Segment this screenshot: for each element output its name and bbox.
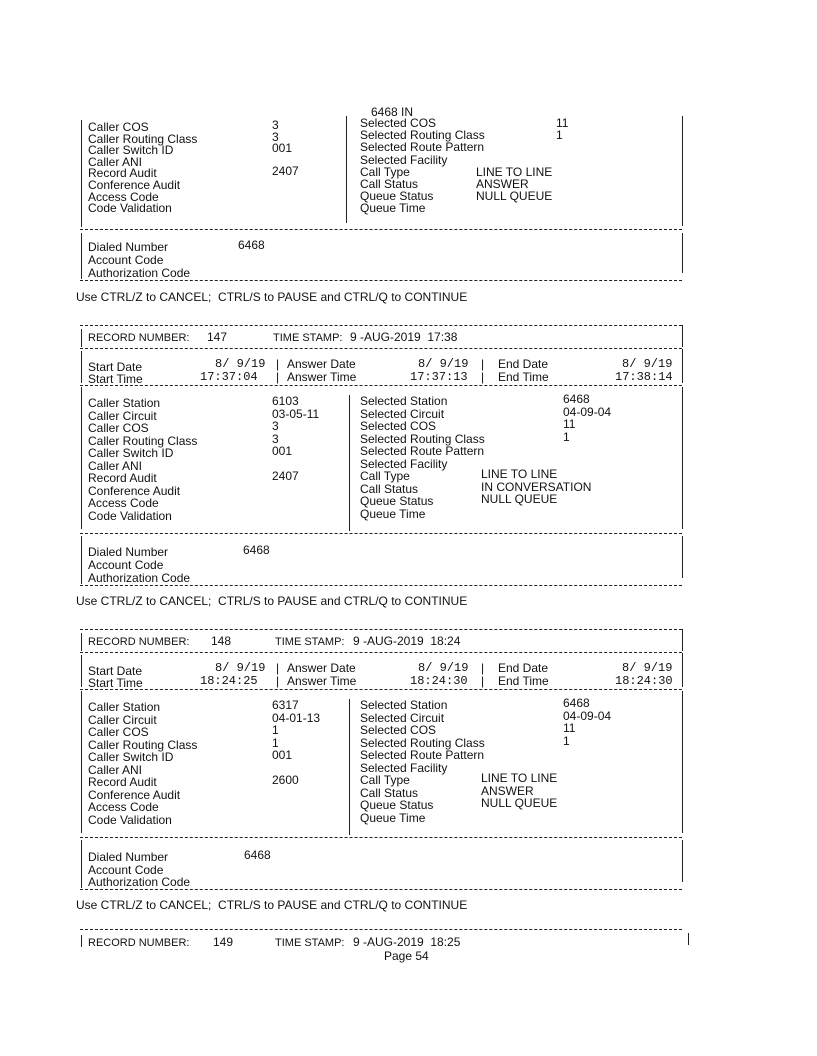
- record-149-top-rule: [80, 929, 682, 930]
- dialed-right-border: [682, 840, 683, 882]
- divider-1: |: [276, 357, 280, 371]
- selected-field-label: Selected Station: [360, 394, 448, 408]
- times-rule: [80, 689, 682, 690]
- selected-field-label: Queue Time: [360, 507, 426, 521]
- end-time: 18:24:30: [615, 674, 673, 688]
- record-number: 147: [207, 330, 228, 344]
- selected-field-value: 11: [563, 721, 576, 735]
- start-date: 8/ 9/19: [215, 661, 266, 675]
- caller-field-value: 2600: [272, 773, 299, 787]
- call-record-147: [0, 313, 817, 613]
- caller-field-value: 001: [272, 748, 293, 762]
- detail-mid-divider: [349, 395, 350, 531]
- selected-field-label: Call Status: [360, 786, 419, 800]
- call-record-148: [0, 617, 817, 917]
- prompt-line-2: Use CTRL/Z to CANCEL; CTRL/S to PAUSE and CTRL/Q to CONTINUE: [76, 594, 468, 608]
- selected-field-label: Selected Route Pattern: [360, 748, 485, 762]
- selected-field-value: LINE TO LINE: [476, 165, 553, 179]
- caller-field-label: Caller Switch ID: [88, 446, 174, 460]
- caller-field-label: Caller Station: [88, 700, 161, 714]
- selected-field-value: 1: [556, 128, 563, 142]
- caller-field-value: 3: [272, 118, 279, 132]
- start-time-label: Start Time: [88, 676, 143, 690]
- selected-field-label: Queue Status: [360, 189, 434, 203]
- top-left-border: [81, 120, 82, 227]
- header-rule: [80, 348, 682, 349]
- caller-field-label: Record Audit: [88, 775, 157, 789]
- divider-3: |: [276, 370, 280, 384]
- account-label: Account Code: [88, 863, 164, 877]
- caller-field-label: Caller Circuit: [88, 713, 157, 727]
- record-header-left-border: [81, 633, 82, 651]
- selected-field-label: Selected Routing Class: [360, 432, 485, 446]
- caller-field-value: 3: [272, 432, 279, 446]
- selected-field-label: Selected Station: [360, 698, 448, 712]
- caller-field-value: 2407: [272, 164, 299, 178]
- answer-time: 17:37:13: [410, 370, 468, 384]
- selected-field-value: 6468: [563, 696, 590, 710]
- selected-field-value: IN CONVERSATION: [481, 480, 592, 494]
- record-149-label: RECORD NUMBER:: [88, 937, 190, 949]
- record-top-rule: [80, 325, 682, 326]
- top-dialed-label: Dialed Number: [88, 240, 169, 254]
- selected-field-label: Queue Status: [360, 798, 434, 812]
- caller-field-value: 001: [272, 444, 293, 458]
- caller-field-value: 001: [272, 141, 293, 155]
- answer-date: 8/ 9/19: [418, 357, 469, 371]
- detail-left-border: [81, 387, 82, 529]
- times-left-border: [81, 655, 82, 687]
- selected-field-label: Selected COS: [360, 116, 437, 130]
- selected-field-label: Selected COS: [360, 723, 437, 737]
- selected-field-label: Selected Facility: [360, 761, 448, 775]
- auth-label: Authorization Code: [88, 875, 191, 889]
- top-account-label: Account Code: [88, 253, 164, 267]
- record-header-right-border: [682, 325, 683, 347]
- top-fragment: [0, 0, 817, 310]
- dialed-left-border: [81, 840, 82, 888]
- top-separator: [80, 229, 682, 230]
- selected-field-value: 04-09-04: [563, 405, 612, 419]
- caller-field-value: 3: [272, 130, 279, 144]
- detail-right-border: [682, 691, 683, 833]
- caller-field-label: Caller Routing Class: [88, 434, 198, 448]
- selected-field-value: ANSWER: [481, 784, 534, 798]
- caller-field-label: Caller Switch ID: [88, 750, 174, 764]
- times-rule: [80, 385, 682, 386]
- answer-time-label: Answer Time: [287, 674, 357, 688]
- selected-field-value: 1: [563, 734, 570, 748]
- top-mid-divider: [346, 116, 347, 223]
- dialed-value: 6468: [244, 848, 271, 862]
- caller-field-label: Caller Routing Class: [88, 738, 198, 752]
- selected-field-label: Call Status: [360, 177, 419, 191]
- record-header-left-border: [81, 329, 82, 347]
- times-right-border: [682, 653, 683, 687]
- answer-date-label: Answer Date: [287, 661, 356, 675]
- selected-field-label: Queue Time: [360, 201, 426, 215]
- selected-field-value: LINE TO LINE: [481, 771, 558, 785]
- caller-field-label: Record Audit: [88, 471, 157, 485]
- answer-date-label: Answer Date: [287, 357, 356, 371]
- caller-field-label: Caller ANI: [88, 763, 143, 777]
- caller-field-value: 1: [272, 736, 279, 750]
- caller-field-value: 3: [272, 419, 279, 433]
- timestamp-label: TIME STAMP:: [275, 636, 345, 648]
- selected-field-label: Selected COS: [360, 419, 437, 433]
- record-149-number: 149: [213, 935, 234, 949]
- caller-field-value: 1: [272, 723, 279, 737]
- top-right-border: [682, 116, 683, 226]
- detail-left-border: [81, 691, 82, 833]
- caller-field-label: Caller COS: [88, 120, 149, 134]
- timestamp-label: TIME STAMP:: [273, 332, 343, 344]
- selected-field-label: Selected Route Pattern: [360, 444, 485, 458]
- caller-field-value: 6103: [272, 394, 299, 408]
- record-top-rule: [80, 629, 682, 630]
- top-bottom-rule: [80, 280, 682, 281]
- record-number: 148: [211, 634, 232, 648]
- end-time-label: End Time: [498, 370, 549, 384]
- caller-field-label: Conference Audit: [88, 484, 181, 498]
- selected-field-value: 11: [556, 116, 569, 130]
- caller-field-label: Code Validation: [88, 813, 172, 827]
- caller-field-label: Caller COS: [88, 725, 149, 739]
- selected-field-label: Call Type: [360, 469, 410, 483]
- caller-field-label: Access Code: [88, 190, 159, 204]
- caller-field-value: 03-05-11: [272, 407, 320, 421]
- selected-field-label: Queue Status: [360, 494, 434, 508]
- selected-field-label: Selected Circuit: [360, 407, 445, 421]
- caller-field-value: 2407: [272, 469, 299, 483]
- start-time-label: Start Time: [88, 372, 143, 386]
- selected-field-value: NULL QUEUE: [481, 492, 558, 506]
- detail-mid-divider: [349, 699, 350, 835]
- answer-time-label: Answer Time: [287, 370, 357, 384]
- dialed-label: Dialed Number: [88, 545, 169, 559]
- detail-right-border: [682, 387, 683, 529]
- selected-field-value: 1: [563, 430, 570, 444]
- end-time-label: End Time: [498, 674, 549, 688]
- caller-field-label: Record Audit: [88, 166, 157, 180]
- record-149-timestamp: 9 -AUG-2019 18:25: [353, 935, 461, 949]
- selected-field-label: Selected Routing Class: [360, 736, 485, 750]
- account-label: Account Code: [88, 558, 164, 572]
- caller-field-label: Caller ANI: [88, 155, 143, 169]
- divider-1: |: [276, 661, 280, 675]
- top-auth-label: Authorization Code: [88, 266, 191, 280]
- prompt-line-3: Use CTRL/Z to CANCEL; CTRL/S to PAUSE and CTRL/Q to CONTINUE: [76, 898, 468, 912]
- selected-field-label: Selected Circuit: [360, 711, 445, 725]
- caller-field-label: Caller Routing Class: [88, 132, 198, 146]
- answer-time: 18:24:30: [410, 674, 468, 688]
- caller-field-label: Caller Station: [88, 396, 161, 410]
- start-date-label: Start Date: [88, 664, 143, 678]
- start-time: 18:24:25: [200, 674, 258, 688]
- divider-2: |: [481, 661, 485, 675]
- end-date: 8/ 9/19: [622, 357, 673, 371]
- caller-field-label: Conference Audit: [88, 788, 181, 802]
- times-right-border: [682, 349, 683, 383]
- timestamp: 9 -AUG-2019 17:38: [350, 330, 458, 344]
- record-149-left-border: [81, 935, 82, 947]
- caller-field-label: Code Validation: [88, 509, 172, 523]
- selected-field-label: Selected Facility: [360, 153, 448, 167]
- top-dialed-value: 6468: [238, 238, 265, 252]
- dialed-value: 6468: [243, 543, 270, 557]
- end-time: 17:38:14: [615, 370, 673, 384]
- caller-field-label: Caller COS: [88, 421, 149, 435]
- dialed-label: Dialed Number: [88, 850, 169, 864]
- top-dialed-left-border: [81, 233, 82, 279]
- dialed-left-border: [81, 536, 82, 584]
- caller-field-label: Caller ANI: [88, 459, 143, 473]
- selected-field-label: Selected Route Pattern: [360, 140, 485, 154]
- record-header-right-border: [682, 629, 683, 651]
- selected-field-label: Queue Time: [360, 811, 426, 825]
- selected-field-value: NULL QUEUE: [481, 796, 558, 810]
- header-rule: [80, 652, 682, 653]
- selected-field-label: Call Type: [360, 165, 410, 179]
- top-dialed-right-border: [682, 233, 683, 273]
- end-date-label: End Date: [498, 357, 549, 371]
- detail-rule: [80, 533, 682, 534]
- detail-rule: [80, 837, 682, 838]
- dialed-rule: [80, 585, 682, 586]
- page-number: Page 54: [384, 949, 429, 963]
- answer-date: 8/ 9/19: [418, 661, 469, 675]
- caller-field-label: Access Code: [88, 496, 159, 510]
- start-date-label: Start Date: [88, 360, 143, 374]
- divider-2: |: [481, 357, 485, 371]
- caller-field-label: Caller Circuit: [88, 409, 157, 423]
- selected-field-label: Selected Routing Class: [360, 128, 485, 142]
- divider-4: |: [481, 674, 485, 688]
- timestamp: 9 -AUG-2019 18:24: [353, 634, 461, 648]
- selected-field-value: 6468: [563, 392, 590, 406]
- record-149-right-border: [688, 933, 689, 945]
- selected-field-value: 04-09-04: [563, 709, 612, 723]
- times-left-border: [81, 351, 82, 383]
- end-date-label: End Date: [498, 661, 549, 675]
- divider-3: |: [276, 674, 280, 688]
- caller-field-label: Conference Audit: [88, 178, 181, 192]
- caller-field-value: 6317: [272, 698, 299, 712]
- record-number-label: RECORD NUMBER:: [88, 636, 190, 648]
- divider-4: |: [481, 370, 485, 384]
- selected-field-value: NULL QUEUE: [476, 189, 553, 203]
- selected-field-label: Selected Facility: [360, 457, 448, 471]
- caller-field-label: Caller Switch ID: [88, 143, 174, 157]
- caller-field-value: 04-01-13: [272, 711, 321, 725]
- record-149-timestamp-label: TIME STAMP:: [275, 937, 345, 949]
- start-time: 17:37:04: [200, 370, 258, 384]
- selected-field-value: LINE TO LINE: [481, 467, 558, 481]
- dialed-right-border: [682, 536, 683, 578]
- selected-field-value: 11: [563, 417, 576, 431]
- start-date: 8/ 9/19: [215, 357, 266, 371]
- top-station-line: 6468 IN: [371, 105, 414, 119]
- end-date: 8/ 9/19: [622, 661, 673, 675]
- caller-field-label: Code Validation: [88, 201, 172, 215]
- record-number-label: RECORD NUMBER:: [88, 332, 190, 344]
- selected-field-label: Call Type: [360, 773, 410, 787]
- selected-field-label: Call Status: [360, 482, 419, 496]
- dialed-rule: [80, 889, 682, 890]
- auth-label: Authorization Code: [88, 571, 191, 585]
- selected-field-value: ANSWER: [476, 177, 529, 191]
- caller-field-label: Access Code: [88, 800, 159, 814]
- prompt-line-1: Use CTRL/Z to CANCEL; CTRL/S to PAUSE and CTRL/Q to CONTINUE: [76, 290, 468, 304]
